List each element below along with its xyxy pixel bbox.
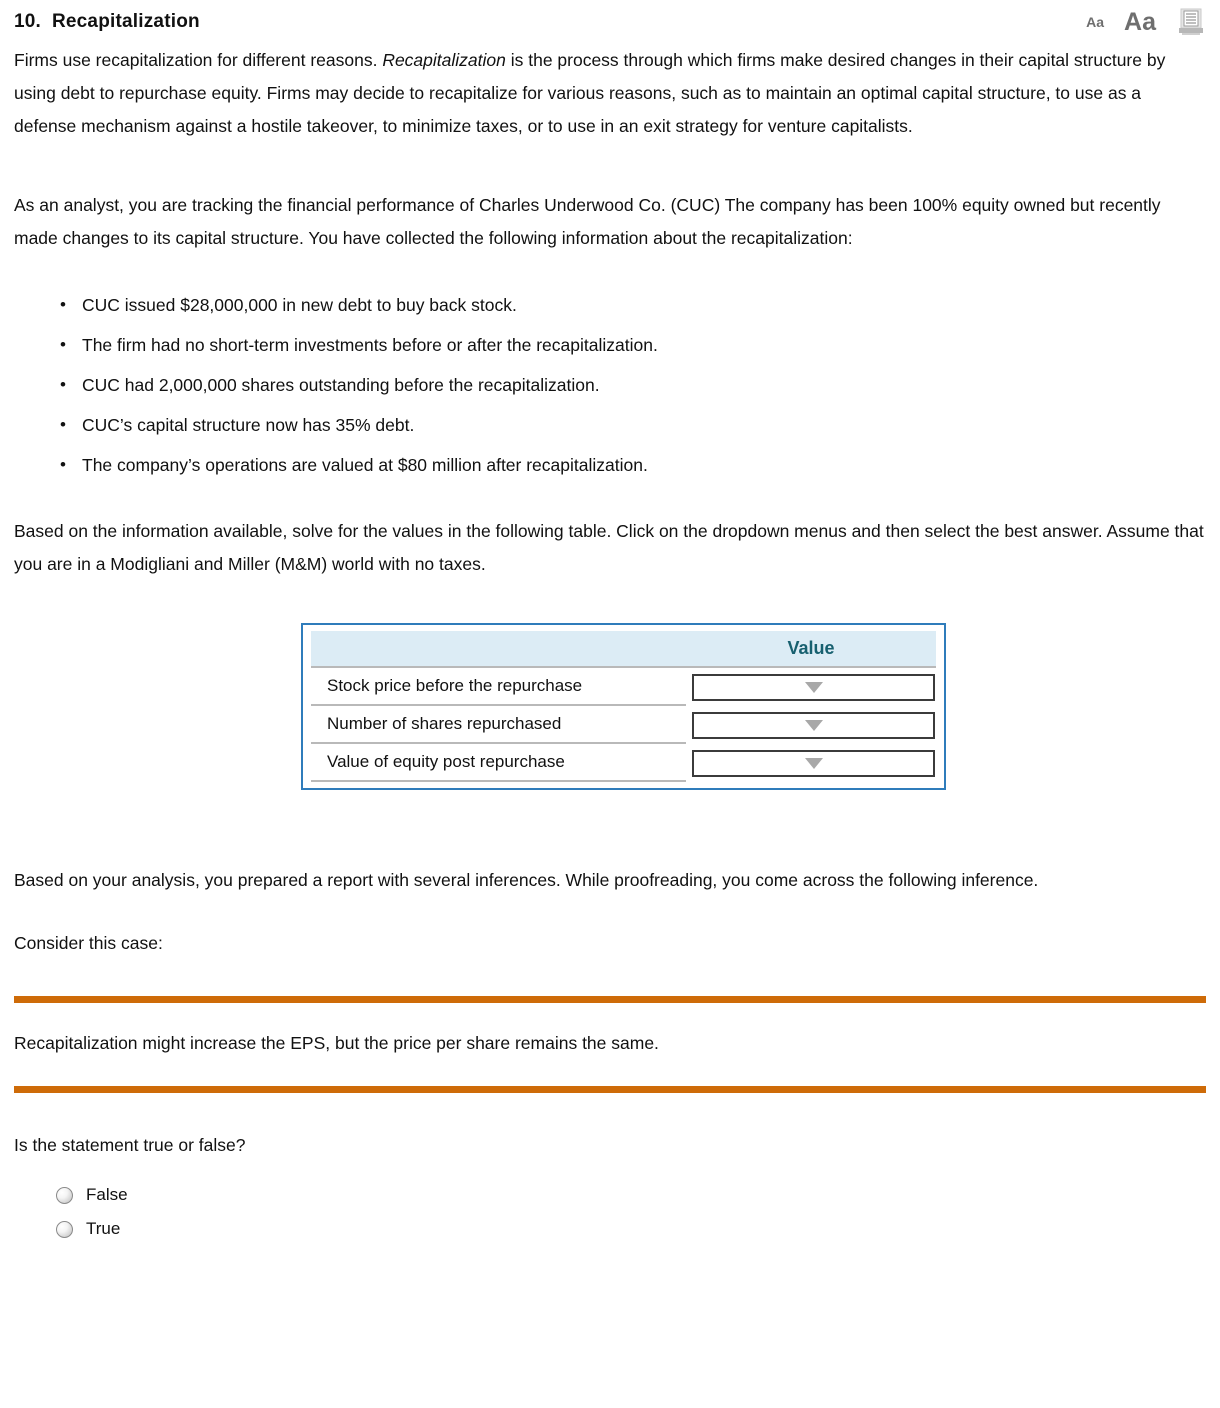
inference-statement: Recapitalization might increase the EPS, but the price per share remains the same.: [14, 1033, 659, 1053]
table-header-row: [311, 631, 936, 668]
answer-options: [14, 1178, 1206, 1246]
row-label-equity-post-repurchase: Value of equity post repurchase: [311, 744, 686, 782]
instructions-paragraph: Based on the information available, solve for the values in the following table. Click on the dropdown menus and then select the best answer. Assume that you are in a Modigliani and Miller (M&M) world with no taxes.: [14, 521, 1204, 574]
list-item: • The company’s operations are valued at $80 million after recapitalization.: [82, 445, 1206, 485]
spacer: [14, 143, 1206, 189]
spacer: [14, 1162, 1206, 1178]
dropdown-stock-price-before-repurchase[interactable]: [692, 674, 935, 701]
increase-font-size-button[interactable]: Aa: [1124, 7, 1156, 36]
question-header: [0, 0, 1220, 44]
analysis-paragraph: Based on your analysis, you prepared a report with several inferences. While proofreading, you come across the following inference.: [14, 870, 1039, 890]
answer-block: [0, 1093, 1220, 1246]
table-header-blank: [311, 631, 686, 668]
header-toolbar: [1086, 4, 1206, 40]
table-header-value: Value: [686, 631, 936, 668]
question-body: [0, 44, 1220, 996]
spacer: [14, 1093, 1206, 1129]
spacer: [14, 1060, 1206, 1086]
row-label-shares-repurchased: Number of shares repurchased: [311, 706, 686, 744]
list-item: • CUC’s capital structure now has 35% debt.: [82, 405, 1206, 445]
document-view-icon[interactable]: [1176, 7, 1206, 37]
table-body: [311, 668, 936, 782]
question-prompt: Is the statement true or false?: [14, 1135, 246, 1155]
spacer: [14, 581, 1206, 623]
dropdown-value-of-equity-post-repurchase[interactable]: [692, 750, 935, 777]
consider-paragraph: Consider this case:: [14, 933, 163, 953]
radio-option-false[interactable]: [56, 1178, 1206, 1212]
radio-button-icon[interactable]: [56, 1187, 73, 1204]
spacer: [14, 790, 1206, 864]
table-row: [311, 744, 936, 782]
row-label-stock-price: Stock price before the repurchase: [311, 668, 686, 706]
chevron-down-icon: [805, 758, 823, 769]
radio-option-label: False: [86, 1185, 128, 1204]
radio-option-label: True: [86, 1219, 121, 1238]
page-title: 10. Recapitalization: [14, 11, 200, 32]
facts-list: [14, 285, 1206, 485]
spacer: [14, 1003, 1206, 1027]
radio-option-true[interactable]: [56, 1212, 1206, 1246]
dropdown-number-of-shares-repurchased[interactable]: [692, 712, 935, 739]
table-row: [311, 668, 936, 706]
scenario-paragraph: As an analyst, you are tracking the financial performance of Charles Underwood Co. (CUC) The company has been 100% equity owned but recently made changes to its capital structure. You have collected the following information about the recapitalization:: [14, 195, 1161, 248]
statement-block: [0, 1003, 1220, 1086]
row-control-cell: [686, 744, 936, 782]
spacer: [14, 485, 1206, 515]
table-row: [311, 706, 936, 744]
row-control-cell: [686, 706, 936, 744]
list-item: • CUC issued $28,000,000 in new debt to buy back stock.: [82, 285, 1206, 325]
intro-text-1: Firms use recapitalization for different reasons.: [14, 50, 383, 70]
spacer: [14, 255, 1206, 285]
spacer: [14, 897, 1206, 927]
value-table-wrapper: [14, 623, 1206, 790]
intro-text-2: is the process through which firms make desired changes in their capital structure by using debt to repurchase equity. Firms may decide to recapitalize for various reasons, such as to maintain an optimal capital structure, to use as a defense mechanism against a hostile takeover, to minimize taxes, or to use in an exit strategy for venture capitalists.: [14, 50, 1166, 136]
statement-rule-bottom: [14, 1086, 1206, 1093]
row-control-cell: [686, 668, 936, 706]
table-head: [311, 631, 936, 668]
intro-emphasis: Recapitalization: [382, 50, 506, 70]
chevron-down-icon: [805, 720, 823, 731]
value-table: [301, 623, 946, 790]
statement-rule-top: [14, 996, 1206, 1003]
chevron-down-icon: [805, 682, 823, 693]
list-item: • CUC had 2,000,000 shares outstanding before the recapitalization.: [82, 365, 1206, 405]
intro-paragraph: [14, 44, 1206, 143]
spacer: [14, 960, 1206, 996]
radio-button-icon[interactable]: [56, 1221, 73, 1238]
list-item: • The firm had no short-term investments before or after the recapitalization.: [82, 325, 1206, 365]
decrease-font-size-button[interactable]: Aa: [1086, 14, 1105, 30]
